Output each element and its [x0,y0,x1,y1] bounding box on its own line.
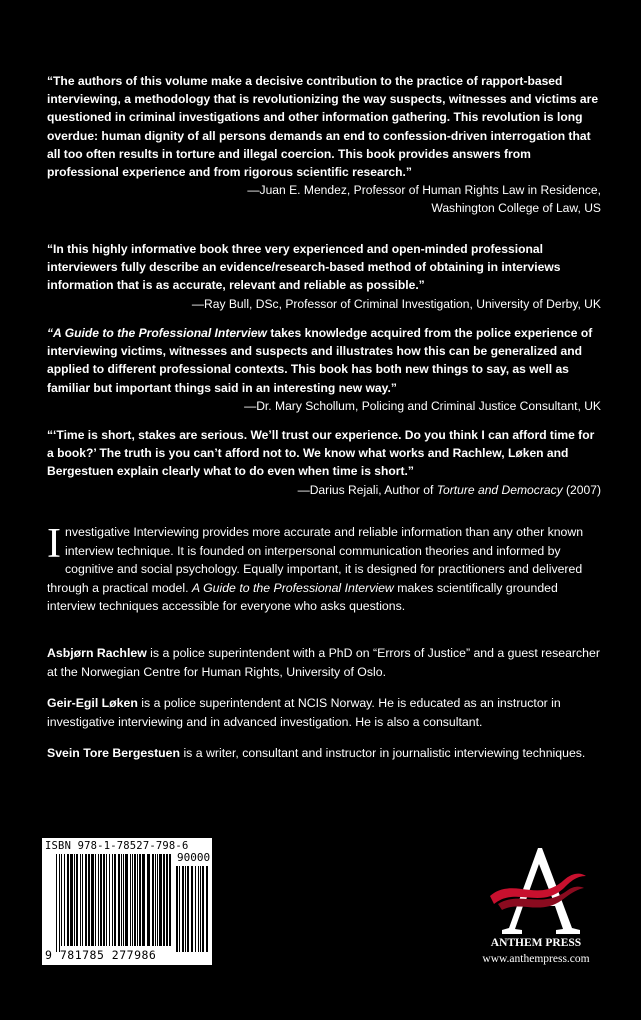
price-code: 90000 [177,851,211,864]
quote-text: “The authors of this volume make a decisive contribution to the practice of rapport-based interviewing, a methodology that is revolutionizing the way suspects, witnesses and victims are questioned in criminal investigations and other information gathering. This revolution is long overdue: human dignity of all persons demands an end to confession-driven interrogation that all too often results in torture and illegal coercion. This book provides answers from professional experience and from rigorous scientific research.” [47,74,599,180]
book-title-italic: Torture and Democracy [436,482,563,497]
quote-attribution: —Dr. Mary Schollum, Policing and Criminal Justice Consultant, UK [244,398,601,413]
ean-digits: 9 781785 277986 [45,948,157,962]
book-description: Investigative Interviewing provides more accurate and reliable information than any other known interview technique. It is founded on interpersonal communication theories and informed by cognitive and social psychology. Equally important, it is designed for practitioners and delivered through a practical model. A Guide to the Professional Interview makes scientifically grounded interview techniques accessible for everyone who asks questions. [47,521,584,614]
publisher-name: ANTHEM PRESS [490,937,582,949]
endorsement-quote-1 [47,72,601,218]
author-name: Svein Tore Bergestuen [47,746,181,760]
book-title-italic: “A Guide to the Professional Interview [47,326,267,340]
quote-attribution: —Darius Rejali, Author of Torture and Democracy (2007) [297,482,601,497]
endorsement-quote-4 [47,426,601,499]
drop-cap: I [47,521,61,567]
quote-text: “In this highly informative book three very experienced and open-minded professional interviewers fully describe an evidence/research-based method of obtaining in interviews information that is as accurate, relevant and reliable as possible.” [47,242,561,293]
endorsement-quote-2 [47,240,601,313]
book-title-italic: A Guide to the Professional Interview [191,580,394,595]
author-bio-2: Geir-Egil Løken is a police superintendent at NCIS Norway. He is educated as an instructor in investigative interviewing and in advanced investigation. He is also a consultant. [47,696,561,729]
author-bio-1: Asbjørn Rachlew is a police superintendent with a PhD on “Errors of Justice” and a guest researcher at the Norwegian Centre for Human Rights, University of Oslo. [47,646,600,679]
isbn-barcode [42,838,212,965]
isbn-label: ISBN 978-1-78527-798-6 [45,840,189,852]
author-name: Asbjørn Rachlew [47,646,147,660]
quote-attribution-affiliation: Washington College of Law, US [431,201,601,216]
publisher-url: www.anthempress.com [482,953,590,965]
author-name: Geir-Egil Løken [47,696,138,710]
quote-text: “‘Time is short, stakes are serious. We’ll trust our experience. Do you think I can afford time for a book?’ The truth is you can’t afford not to. We know what works and Rachlew, Løken and Bergestuen explain clearly what to do even when time is short.” [47,428,595,479]
quote-attribution: —Juan E. Mendez, Professor of Human Rights Law in Residence, [247,183,601,198]
author-bio-3: Svein Tore Bergestuen is a writer, consultant and instructor in journalistic interviewing techniques. [47,746,586,760]
anthem-press-logo-icon [468,846,608,938]
quote-attribution: —Ray Bull, DSc, Professor of Criminal Investigation, University of Derby, UK [191,296,601,311]
endorsement-quote-3 [47,324,601,415]
quote-text: “A Guide to the Professional Interview takes knowledge acquired from the police experience of interviewing victims, witnesses and suspects and illustrates how this can be generalized and applied to different professional contexts. This book has both new things to say, as well as familiar but important things said in an interesting new way.” [47,326,593,395]
